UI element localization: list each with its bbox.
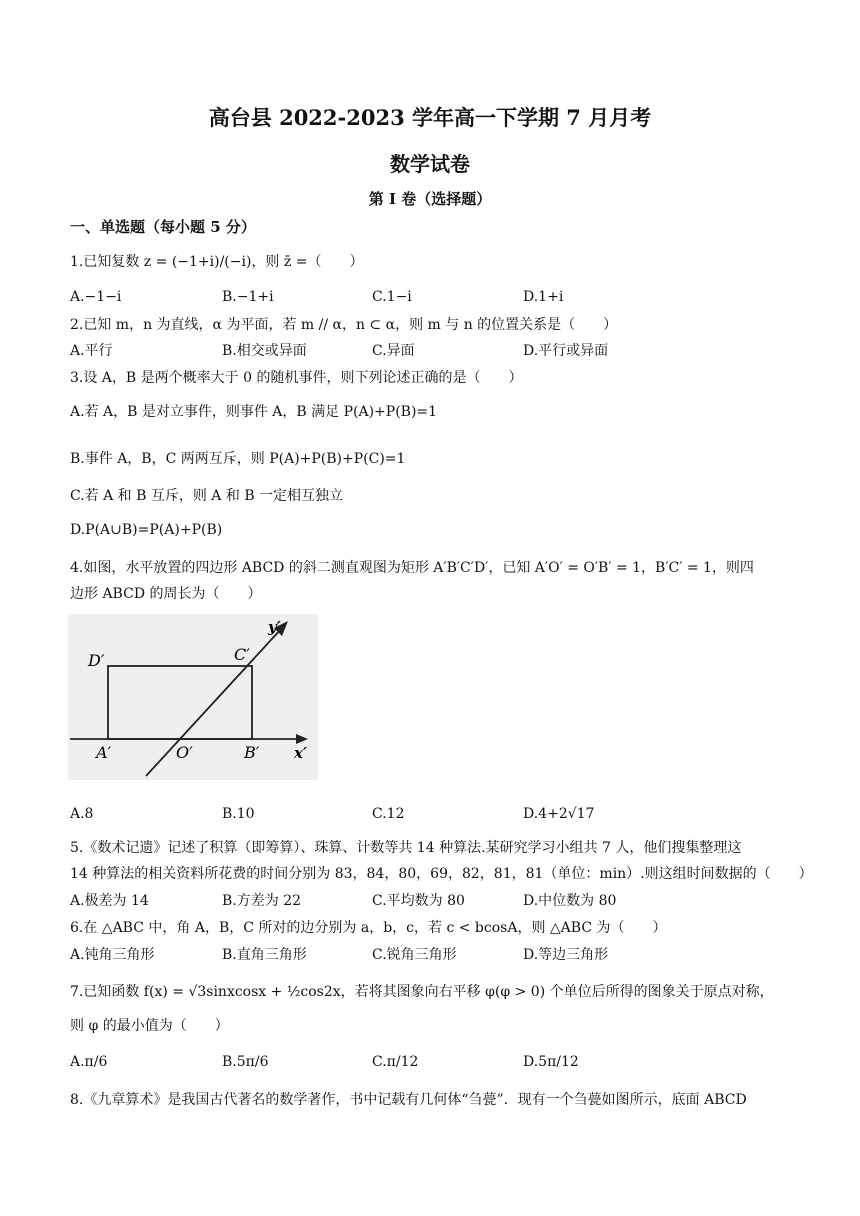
q2-option-c: C.异面 (372, 343, 415, 359)
q5-option-c: C.平均数为 80 (372, 893, 465, 909)
q5-option-b: B.方差为 22 (222, 893, 302, 909)
q4-diagram (68, 614, 318, 780)
q7-option-b: B.5π/6 (222, 1054, 269, 1070)
q7-option-d: D.5π/12 (523, 1054, 579, 1070)
q3-option-d: D.P(A∪B)=P(A)+P(B) (70, 522, 223, 538)
q3-option-c: C.若 A 和 B 互斥，则 A 和 B 一定相互独立 (70, 488, 344, 504)
q1-option-b: B.−1+i (222, 289, 274, 305)
label-a: A′ (96, 743, 112, 762)
q2-option-b: B.相交或异面 (222, 343, 307, 359)
q1-option-a: A.−1−i (70, 289, 122, 305)
q4-option-b: B.10 (222, 806, 255, 822)
q6-option-b: B.直角三角形 (222, 947, 307, 963)
section-heading: 一、单选题（每小题 5 分） (70, 218, 256, 236)
label-d: D′ (88, 651, 105, 670)
q4-figure (68, 614, 318, 780)
q5-stem-line2: 14 种算法的相关资料所花费的时间分别为 83，84，80，69，82，81，81（单位：min）.则这组时间数据的（ ） (70, 866, 813, 882)
q5-option-a: A.极差为 14 (70, 893, 149, 909)
rectangle-abcd (108, 666, 252, 739)
label-y: y′ (268, 618, 281, 636)
q4-option-c: C.12 (372, 806, 405, 822)
q7-stem-line1: 7.已知函数 f(x) = √3sinxcosx + ½cos2x，若将其图象向右平移 φ(φ > 0) 个单位后所得的图象关于原点对称， (70, 984, 774, 1000)
label-x: x′ (294, 744, 307, 762)
q5-option-d: D.中位数为 80 (523, 893, 617, 909)
label-c: C′ (234, 645, 250, 664)
q4-stem-line1: 4.如图，水平放置的四边形 ABCD 的斜二测直观图为矩形 A′B′C′D′，已知 A′O′ = O′B′ = 1，B′C′ = 1，则四 (70, 560, 754, 576)
q7-stem-line2: 则 φ 的最小值为（ ） (70, 1018, 229, 1034)
q4-option-d: D.4+2√17 (523, 806, 595, 822)
q2-option-d: D.平行或异面 (523, 343, 609, 359)
exam-title: 高台县 2022-2023 学年高一下学期 7 月月考 (208, 105, 652, 130)
exam-subject: 数学试卷 (390, 152, 470, 176)
q2-option-a: A.平行 (70, 343, 113, 359)
q3-option-a: A.若 A，B 是对立事件，则事件 A，B 满足 P(A)+P(B)=1 (70, 404, 438, 420)
q1-stem: 1.已知复数 z = (−1+i)/(−i)，则 z̄ =（ ） (70, 254, 364, 270)
q4-stem-line2: 边形 ABCD 的周长为（ ） (70, 586, 262, 602)
label-o: O′ (176, 743, 193, 762)
q6-stem: 6.在 △ABC 中，角 A，B，C 所对的边分别为 a，b，c，若 c < bcosA，则 △ABC 为（ ） (70, 920, 667, 936)
label-b: B′ (244, 743, 260, 762)
exam-part: 第 I 卷（选择题） (368, 190, 492, 208)
q6-option-c: C.锐角三角形 (372, 947, 457, 963)
q7-option-a: A.π/6 (70, 1054, 108, 1070)
q5-stem-line1: 5.《数术记遗》记述了积算（即筹算）、珠算、计数等共 14 种算法.某研究学习小组共 7 人，他们搜集整理这 (70, 840, 742, 856)
q2-stem: 2.已知 m，n 为直线，α 为平面，若 m // α，n ⊂ α，则 m 与 n 的位置关系是（ ） (70, 317, 618, 333)
q6-option-d: D.等边三角形 (523, 947, 609, 963)
q4-option-a: A.8 (70, 806, 94, 822)
q1-option-d: D.1+i (523, 289, 564, 305)
q3-option-b: B.事件 A，B，C 两两互斥，则 P(A)+P(B)+P(C)=1 (70, 451, 406, 467)
y-axis (146, 628, 282, 776)
q6-option-a: A.钝角三角形 (70, 947, 155, 963)
q8-stem: 8.《九章算术》是我国古代著名的数学著作，书中记载有几何体“刍甍”．现有一个刍甍如图所示，底面 ABCD (70, 1092, 747, 1108)
x-axis-arrow (296, 734, 308, 744)
q3-stem: 3.设 A，B 是两个概率大于 0 的随机事件，则下列论述正确的是（ ） (70, 370, 523, 386)
q1-option-c: C.1−i (372, 289, 412, 305)
q7-option-c: C.π/12 (372, 1054, 419, 1070)
